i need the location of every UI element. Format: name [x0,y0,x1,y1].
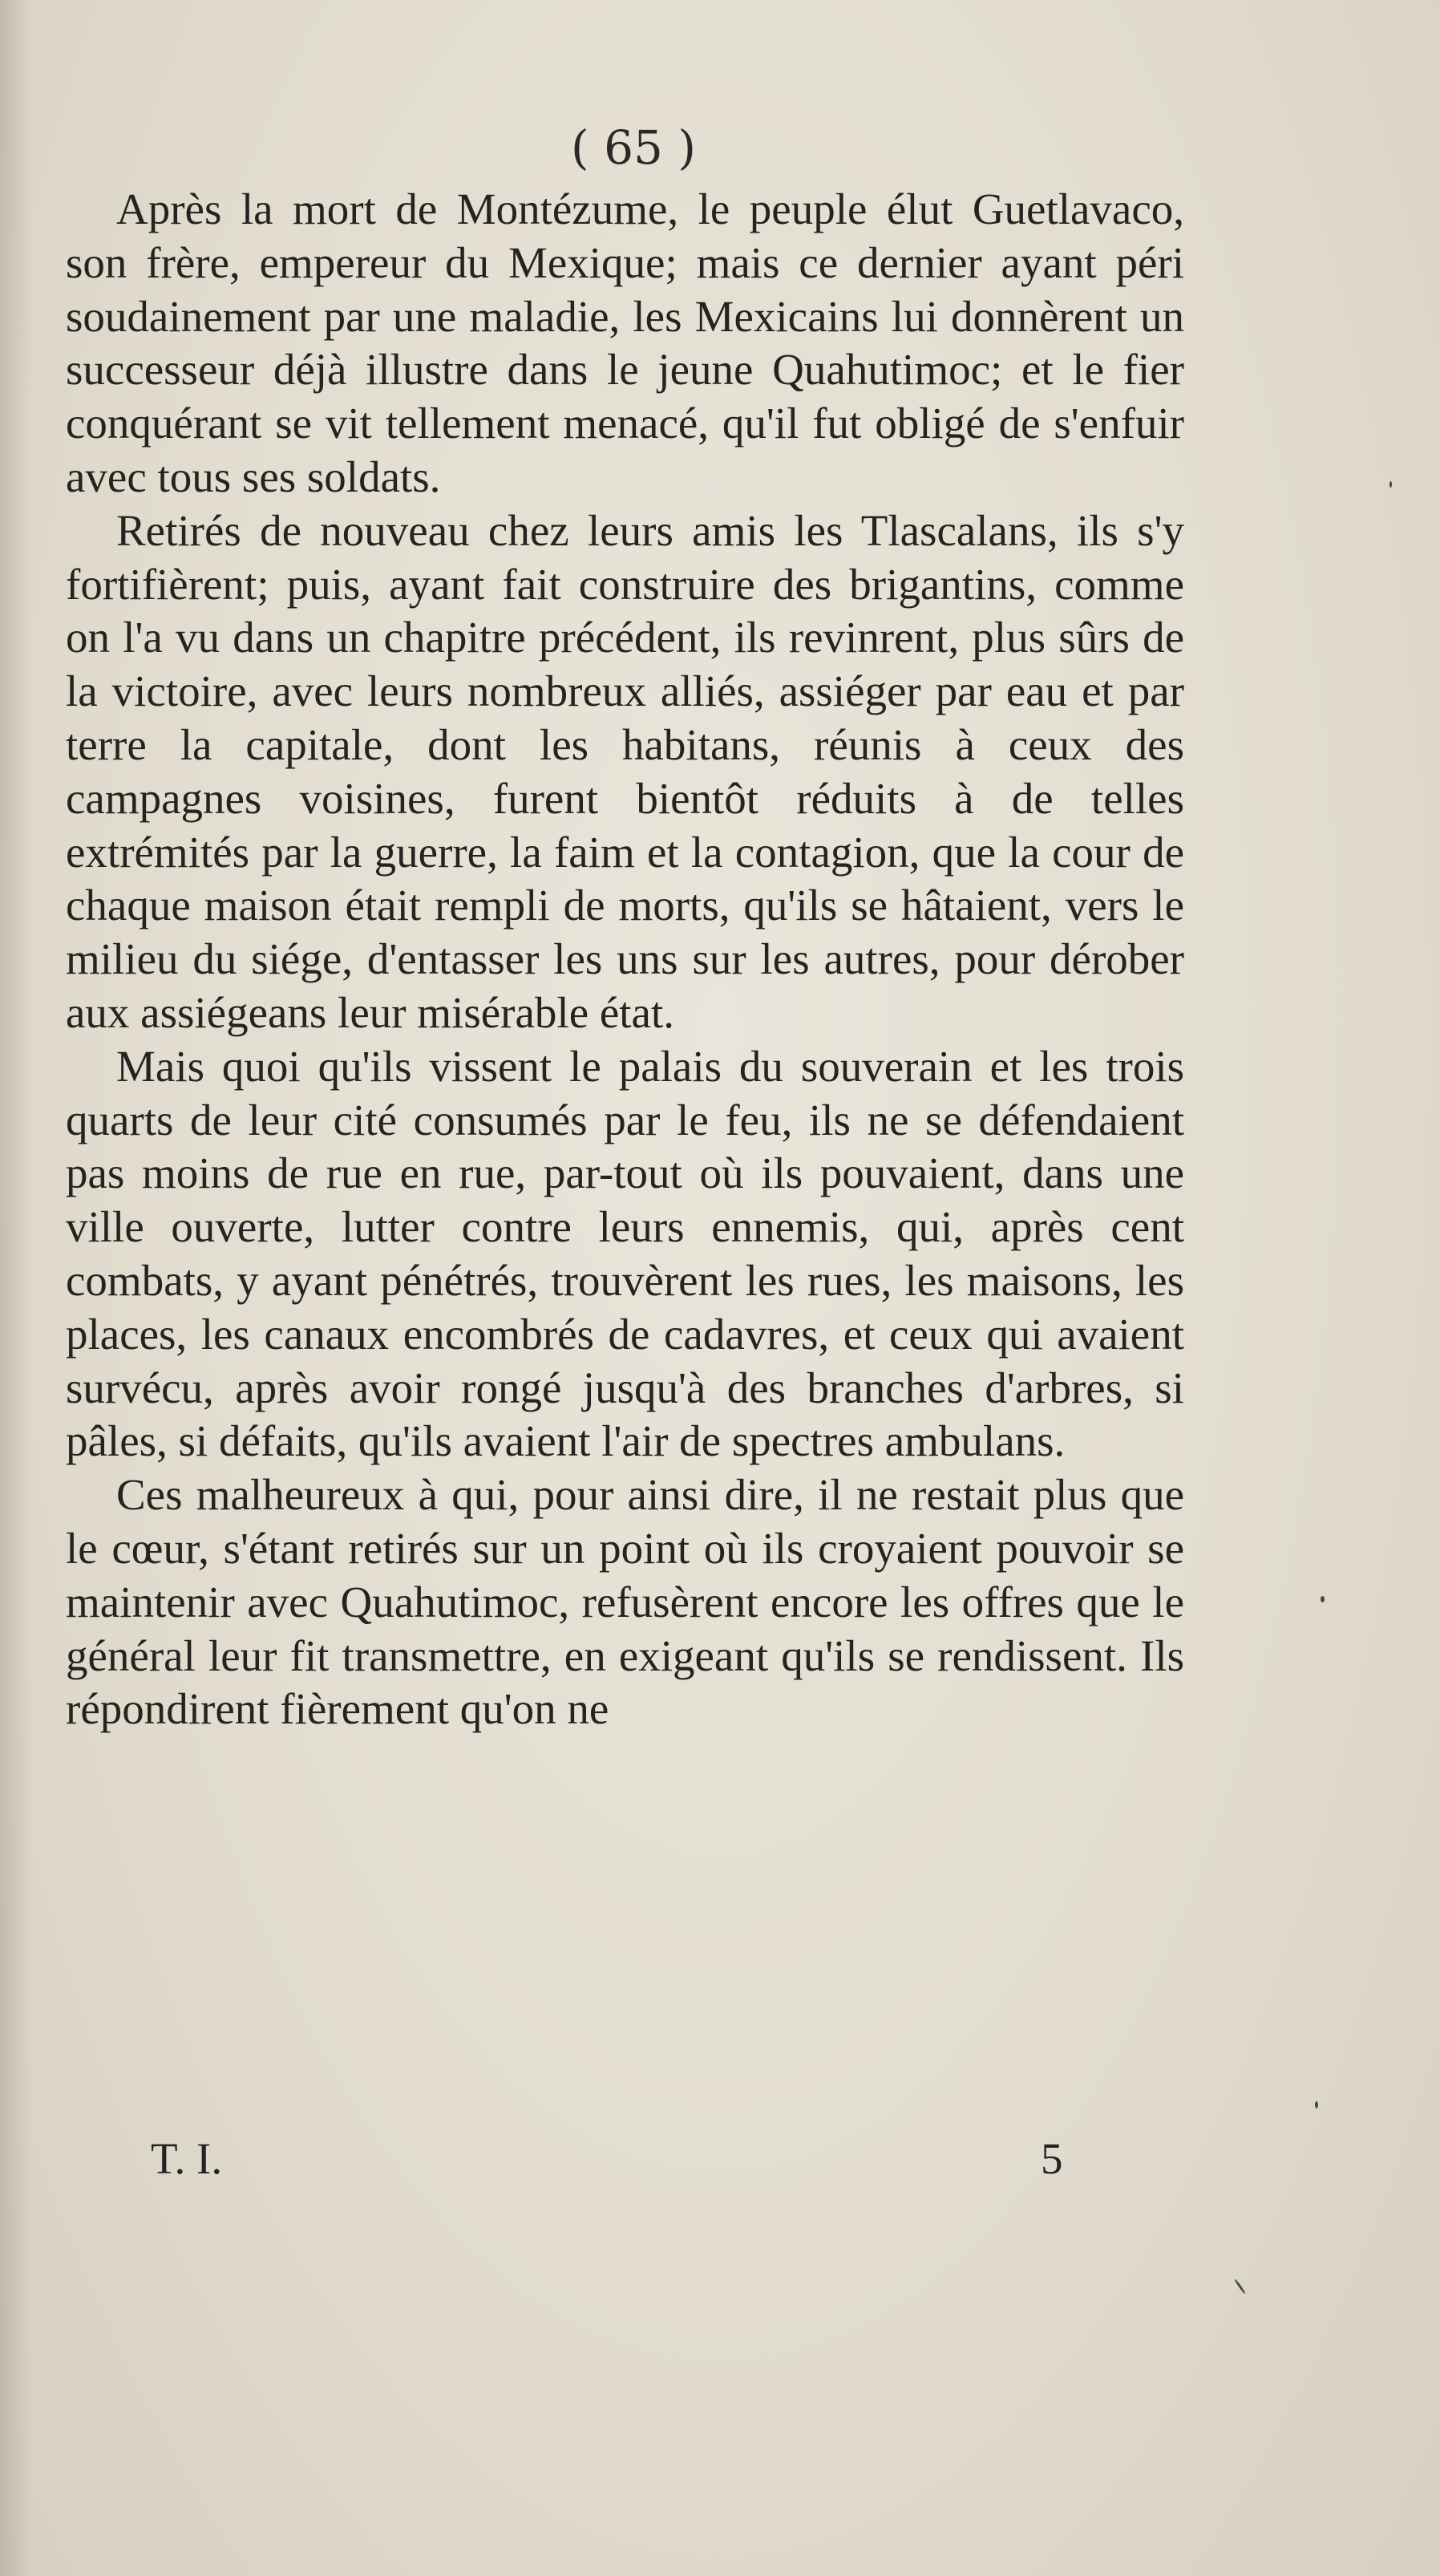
paper-speck [1389,481,1392,488]
signature-mark: 5 [1041,2134,1063,2183]
paragraph-1: Après la mort de Montézume, le peuple élut Guetlavaco, son frère, empereur du Mexique; mais ce dernier ayant péri soudainement par une maladie, les Mexicains lui donnèrent un successeur déjà illustre dans le jeune Quahutimoc; et le fier conquérant se vit tellement menacé, qu'il fut obligé de s'enfuir avec tous ses soldats. [66,184,1184,501]
paper-speck [1315,2101,1318,2108]
volume-signature: T. I. [151,2134,223,2183]
page-number: ( 65 ) [571,120,696,175]
paper-speck [1321,1596,1325,1602]
paragraph-4: Ces malheureux à qui, pour ainsi dire, il ne restait plus que le cœur, s'étant retirés sur un point où ils croyaient pouvoir se maintenir avec Quahutimoc, refusèrent encore les offres que le général leur fit transmettre, en exigeant qu'ils se rendissent. Ils répondirent fièrement qu'on ne [66,1470,1184,1734]
body-text [66,183,1184,1736]
paper-speck [1234,2278,1246,2295]
page-footer [0,2133,1440,2197]
paragraph-2: Retirés de nouveau chez leurs amis les Tlascalans, ils s'y fortifièrent; puis, ayant fait construire des brigantins, comme on l'a vu dans un chapitre précédent, ils revinrent, plus sûrs de la victoire, avec leurs nombreux alliés, assiéger par eau et par terre la capitale, dont les habitans, réunis à ceux des campagnes voisines, furent bientôt réduits à de telles extrémités par la guerre, la faim et la contagion, que la cour de chaque maison était rempli de morts, qu'ils se hâtaient, vers le milieu du siége, d'entasser les uns sur les autres, pour dérober aux assiégeans leur misérable état. [66,505,1184,1037]
paragraph-3: Mais quoi qu'ils vissent le palais du souverain et les trois quarts de leur cité consumés par le feu, ils ne se défendaient pas moins de rue en rue, par-tout où ils pouvaient, dans une ville ouverte, lutter contre leurs ennemis, qui, après cent combats, y ayant pénétrés, trouvèrent les rues, les maisons, les places, les canaux encombrés de cadavres, et ceux qui avaient survécu, après avoir rongé jusqu'à des branches d'arbres, si pâles, si défaits, qu'ils avaient l'air de spectres ambulans. [66,1041,1184,1466]
